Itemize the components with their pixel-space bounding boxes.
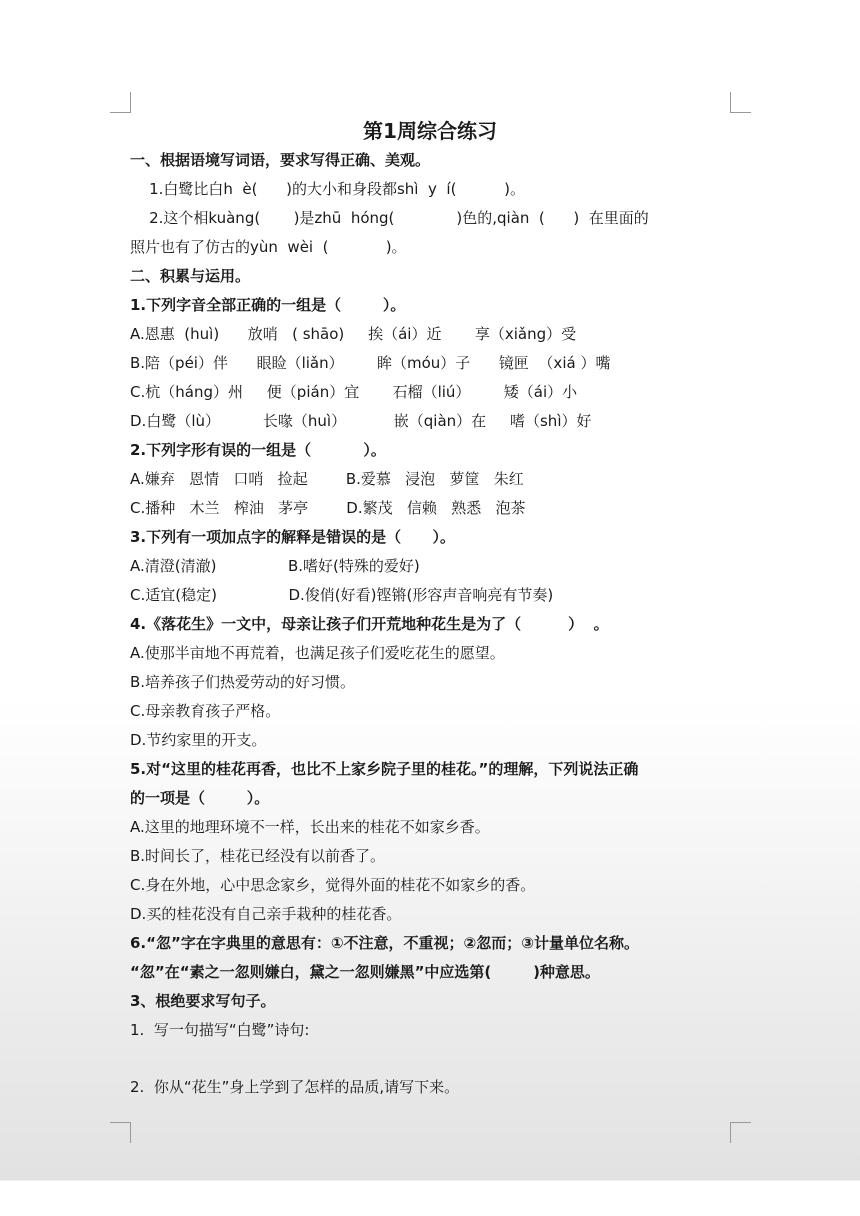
question-line: 2.这个相kuàng( )是zhū hóng( )色的,qiàn ( ) 在里面的 <box>130 209 649 227</box>
question-stem: 2.下列字形有误的一组是（ ）。 <box>130 441 386 459</box>
option-line: A.嫌弃 恩情 口哨 捡起 B.爱慕 浸泡 萝筐 朱红 <box>130 470 524 488</box>
question-line: 1.白鹭比白h è( )的大小和身段都shì y í( )。 <box>130 180 525 198</box>
option-line: A.清澄(清澈) B.嗜好(特殊的爱好) <box>130 557 420 575</box>
page-corner-mark <box>730 1122 751 1143</box>
question-stem: 5.对“这里的桂花再香，也比不上家乡院子里的桂花。”的理解，下列说法正确 <box>130 760 639 778</box>
option-line: D.节约家里的开支。 <box>130 731 267 749</box>
option-line: C.身在外地，心中思念家乡，觉得外面的桂花不如家乡的香。 <box>130 876 536 894</box>
option-line: C.适宜(稳定) D.俊俏(好看)铿锵(形容声音响亮有节奏) <box>130 586 554 604</box>
option-line: C.母亲教育孩子严格。 <box>130 702 281 720</box>
page-corner-mark <box>730 92 751 113</box>
question-line: 2. 你从“花生”身上学到了怎样的品质,请写下来。 <box>130 1078 460 1096</box>
question-stem: 的一项是（ ）。 <box>130 789 270 807</box>
option-line: C.播种 木兰 榨油 茅亭 D.繁茂 信赖 熟悉 泡茶 <box>130 499 526 517</box>
question-line: 1. 写一句描写“白鹭”诗句: <box>130 1021 310 1039</box>
option-line: B.陪（péi）伴 眼睑（liǎn） 眸（móu）子 镜匣 （xiá ）嘴 <box>130 354 611 372</box>
question-line: 照片也有了仿古的yùn wèi ( )。 <box>130 238 407 256</box>
question-stem: 6.“忽”字在字典里的意思有：①不注意，不重视；②忽而；③计量单位名称。 <box>130 934 639 952</box>
section-heading: 一、根据语境写词语，要求写得正确、美观。 <box>130 151 431 169</box>
question-stem: 4.《落花生》一文中，母亲让孩子们开荒地种花生是为了（ ） 。 <box>130 615 609 633</box>
question-stem: 3.下列有一项加点字的解释是错误的是（ ）。 <box>130 528 455 546</box>
option-line: B.培养孩子们热爱劳动的好习惯。 <box>130 673 356 691</box>
section-heading: 二、积累与运用。 <box>130 267 251 285</box>
option-line: D.白鹭（lù） 长喙（huì） 嵌（qiàn）在 嗜（shì）好 <box>130 412 592 430</box>
option-line: A.这里的地理环境不一样，长出来的桂花不如家乡香。 <box>130 818 490 836</box>
option-line: D.买的桂花没有自己亲手栽种的桂花香。 <box>130 905 402 923</box>
page-title: 第1周综合练习 <box>363 119 497 143</box>
section-heading: 3、根绝要求写句子。 <box>130 992 276 1010</box>
page-corner-mark <box>110 1122 131 1143</box>
question-stem: “忽”在“素之一忽则嫌白，黛之一忽则嫌黑”中应选第( )种意思。 <box>130 963 600 981</box>
option-line: C.杭（háng）州 便（pián）宜 石榴（liú） 矮（ái）小 <box>130 383 578 401</box>
page-corner-mark <box>110 92 131 113</box>
option-line: A.使那半亩地不再荒着，也满足孩子们爱吃花生的愿望。 <box>130 644 505 662</box>
option-line: B.时间长了，桂花已经没有以前香了。 <box>130 847 386 865</box>
option-line: A.恩惠 (huì) 放哨 ( shāo) 挨（ái）近 享（xiǎng）受 <box>130 325 577 343</box>
question-stem: 1.下列字音全部正确的一组是（ ）。 <box>130 296 406 314</box>
